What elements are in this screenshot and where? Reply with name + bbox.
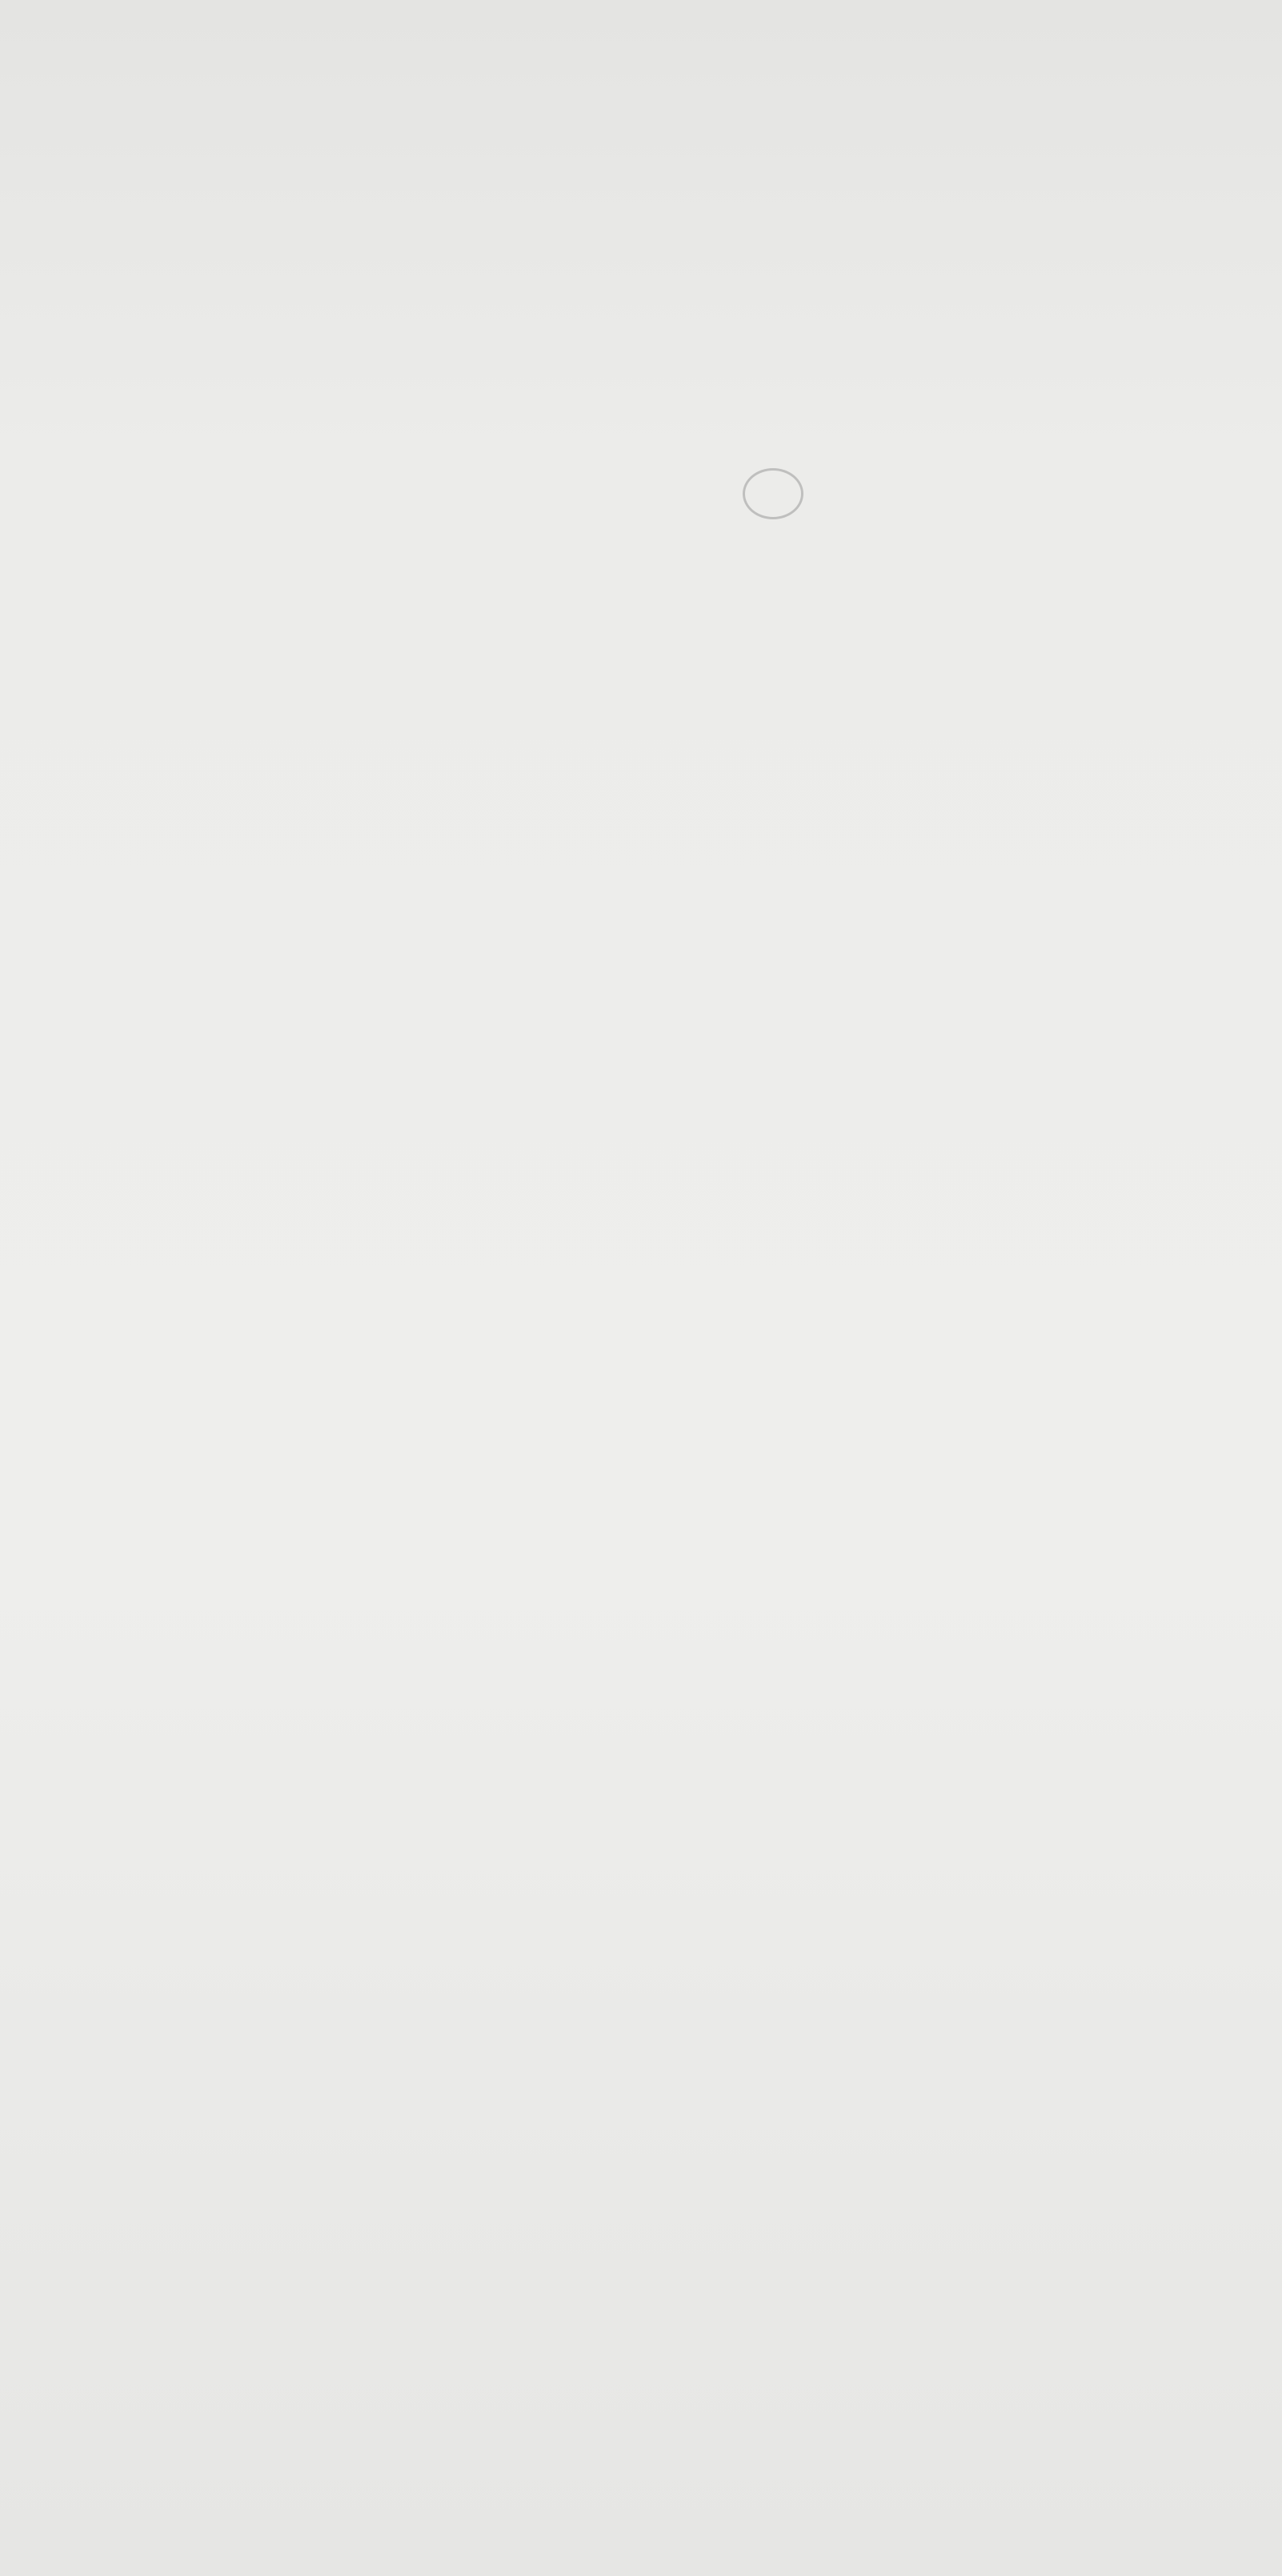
faint-stamp-mark <box>743 468 803 519</box>
